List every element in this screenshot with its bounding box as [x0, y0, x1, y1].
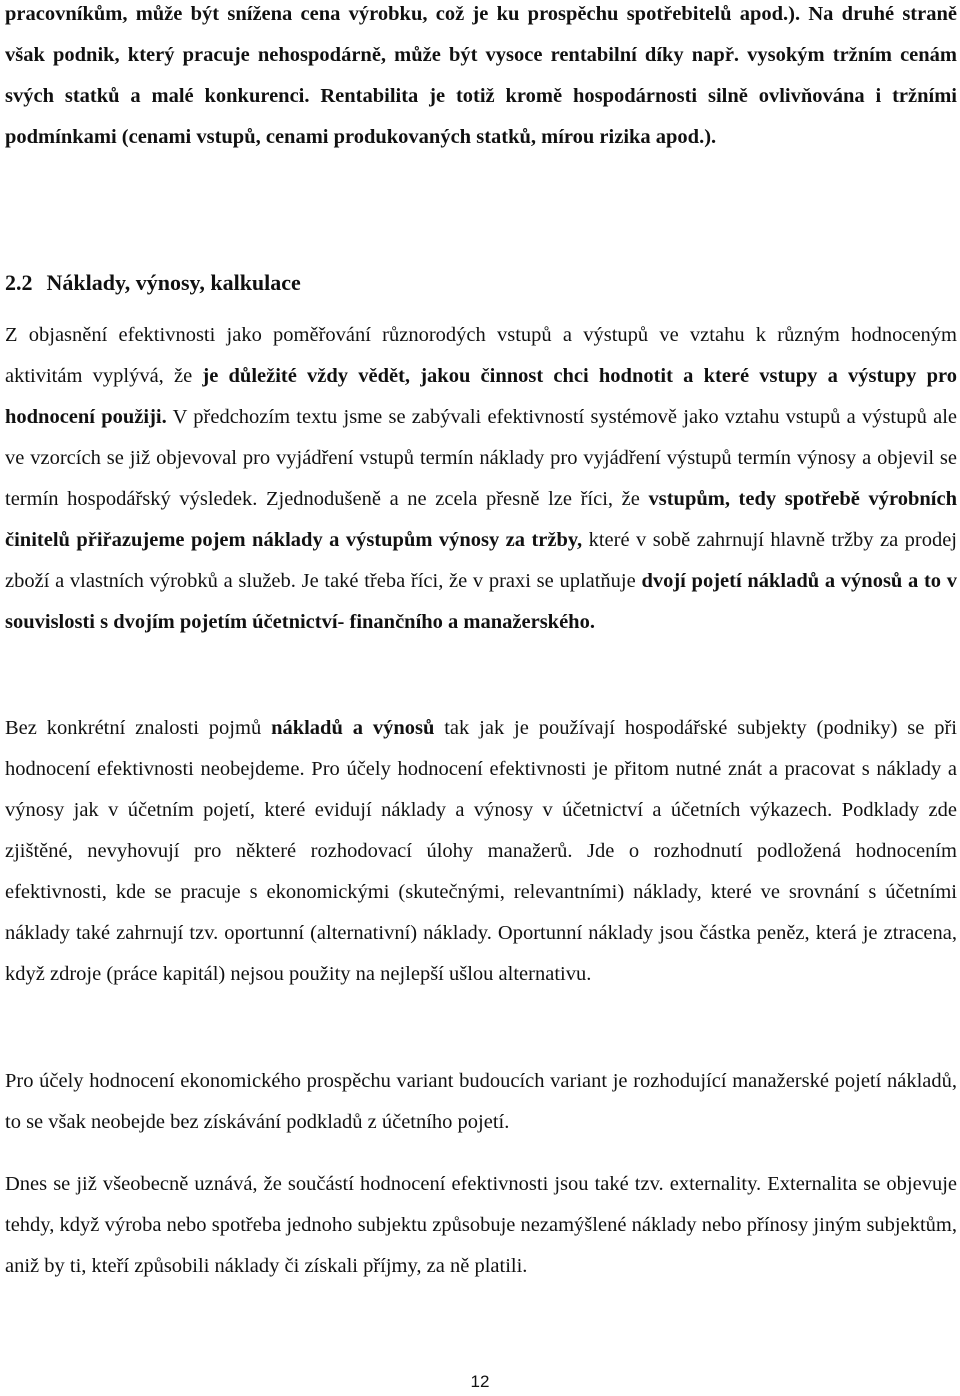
paragraph-efektivnost — [5, 315, 957, 643]
page-number: 12 — [470, 1372, 490, 1391]
paragraph-text: které v sobě zahrnují hlavně tržby za prodej zboží a vlastních výrobků a služeb. Je také třeba říci, že v praxi se uplatňuje — [5, 529, 958, 592]
paragraph-externality — [5, 1164, 957, 1287]
paragraph-text: Pro účely hodnocení ekonomického prospěchu variant budoucích variant je rozhodující manažerské pojetí nákladů, to se však neobejde bez získávání podkladů z účetního pojetí. — [5, 1070, 957, 1133]
section-title: Náklady, výnosy, kalkulace — [46, 270, 301, 295]
bold-text: je důležité vždy vědět, jakou činnost chci hodnotit a které vstupy a výstupy pro hodnocení použiji. — [5, 365, 957, 428]
paragraph-text: Bez konkrétní znalosti pojmů — [5, 717, 272, 739]
paragraph-manazerske-pojeti — [5, 1061, 957, 1143]
section-heading — [5, 262, 301, 303]
bold-text: dvojí pojetí nákladů a výnosů a to v souvislosti s dvojím pojetím účetnictví- finančního a manažerského. — [5, 570, 957, 633]
paragraph-naklady-vynosy — [5, 708, 957, 995]
paragraph-text: Z objasnění efektivnosti jako poměřování různorodých vstupů a výstupů ve vztahu k různým hodnoceným aktivitám vyplývá, že — [5, 324, 957, 387]
section-number: 2.2 — [5, 270, 33, 295]
paragraph-text: tak jak je používají hospodářské subjekty (podniky) se při hodnocení efektivnosti neobejdeme. Pro účely hodnocení efektivnosti je přitom nutné znát a pracovat s náklady a výnosy jak v účetním pojetí, které evidují náklady a výnosy v účetnictví a účetních výkazech. Podklady zde zjištěné, nevyhovují pro některé rozhodovací úlohy manažerů. Jde o rozhodnutí podložená hodnocením efektivnosti, kde se pracuje s ekonomickými (skutečnými, relevantními) náklady, které ve srovnání s účetními náklady také zahrnují tzv. oportunní (alternativní) náklady. Oportunní náklady jsou částka peněz, která je ztracena, když zdroje (práce kapitál) nejsou použity na nejlepší ušlou alternativu. — [5, 717, 957, 985]
paragraph-rentabilita — [5, 0, 957, 158]
paragraph-text: pracovníkům, může být snížena cena výrobku, což je ku prospěchu spotřebitelů apod.). Na druhé straně však podnik, který pracuje nehospodárně, může být vysoce rentabilní díky např. vysokým tržním cenám svých statků a malé konkurenci. Rentabilita je totiž kromě hospodárnosti silně ovlivňována i tržními podmínkami (cenami vstupů, cenami produkovaných statků, mírou rizika apod.). — [5, 3, 957, 148]
bold-text: vstupům, tedy spotřebě výrobních činitelů přiřazujeme pojem náklady a výstupům výnosy za tržby, — [5, 488, 957, 551]
paragraph-text: Dnes se již všeobecně uznává, že součástí hodnocení efektivnosti jsou také tzv. externality. Externalita se objevuje tehdy, když výroba nebo spotřeba jednoho subjektu způsobuje nezamýšlené náklady nebo přínosy jiným subjektům, aniž by ti, kteří způsobili náklady či získali příjmy, za ně platili. — [5, 1173, 957, 1277]
paragraph-text: V předchozím textu jsme se zabývali efektivností systémově jako vztahu vstupů a výstupů ale ve vzorcích se již objevoval pro vyjádření vstupů termín náklady pro vyjádření výstupů termín výnosy a objevil se termín hospodářský výsledek. Zjednodušeně a ne zcela přesně lze říci, že — [5, 406, 957, 510]
bold-text: nákladů a výnosů — [271, 717, 435, 739]
